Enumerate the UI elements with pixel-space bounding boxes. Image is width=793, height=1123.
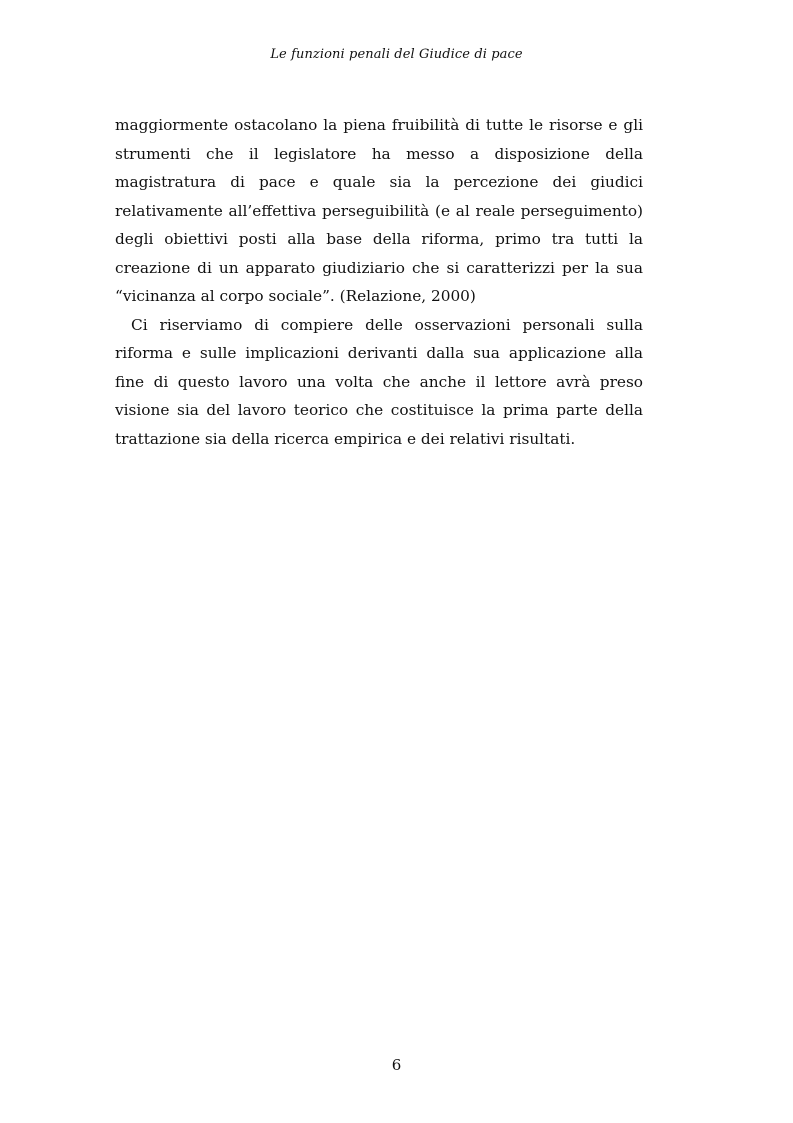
page-number: 6 <box>391 1056 402 1074</box>
text-line: trattazione sia della ricerca empirica e dei relativi risultati. <box>115 429 576 448</box>
page-body <box>115 111 643 453</box>
running-header: Le funzioni penali del Giudice di pace <box>270 47 523 62</box>
text-line: Ci riserviamo di compiere delle osservazioni personali sulla <box>131 315 643 334</box>
text-line: maggiormente ostacolano la piena fruibilità di tutte le risorse e gli <box>115 116 643 134</box>
text-line: creazione di un apparato giudiziario che si caratterizzi per la sua <box>115 258 643 277</box>
text-line: relativamente all’effettiva perseguibilità (e al reale perseguimento) <box>115 201 643 220</box>
text-line: visione sia del lavoro teorico che costituisce la prima parte della <box>115 401 643 419</box>
paragraph-1 <box>115 111 643 311</box>
text-line: strumenti che il legislatore ha messo a disposizione della <box>115 144 643 163</box>
paragraph-2 <box>115 311 643 454</box>
text-line: riforma e sulle implicazioni derivanti dalla sua applicazione alla <box>115 344 643 362</box>
text-line: “vicinanza al corpo sociale”. (Relazione, 2000) <box>115 287 476 305</box>
text-line: magistratura di pace e quale sia la percezione dei giudici <box>115 173 643 191</box>
text-line: fine di questo lavoro una volta che anche il lettore avrà preso <box>115 372 643 391</box>
text-line: degli obiettivi posti alla base della riforma, primo tra tutti la <box>115 230 643 248</box>
